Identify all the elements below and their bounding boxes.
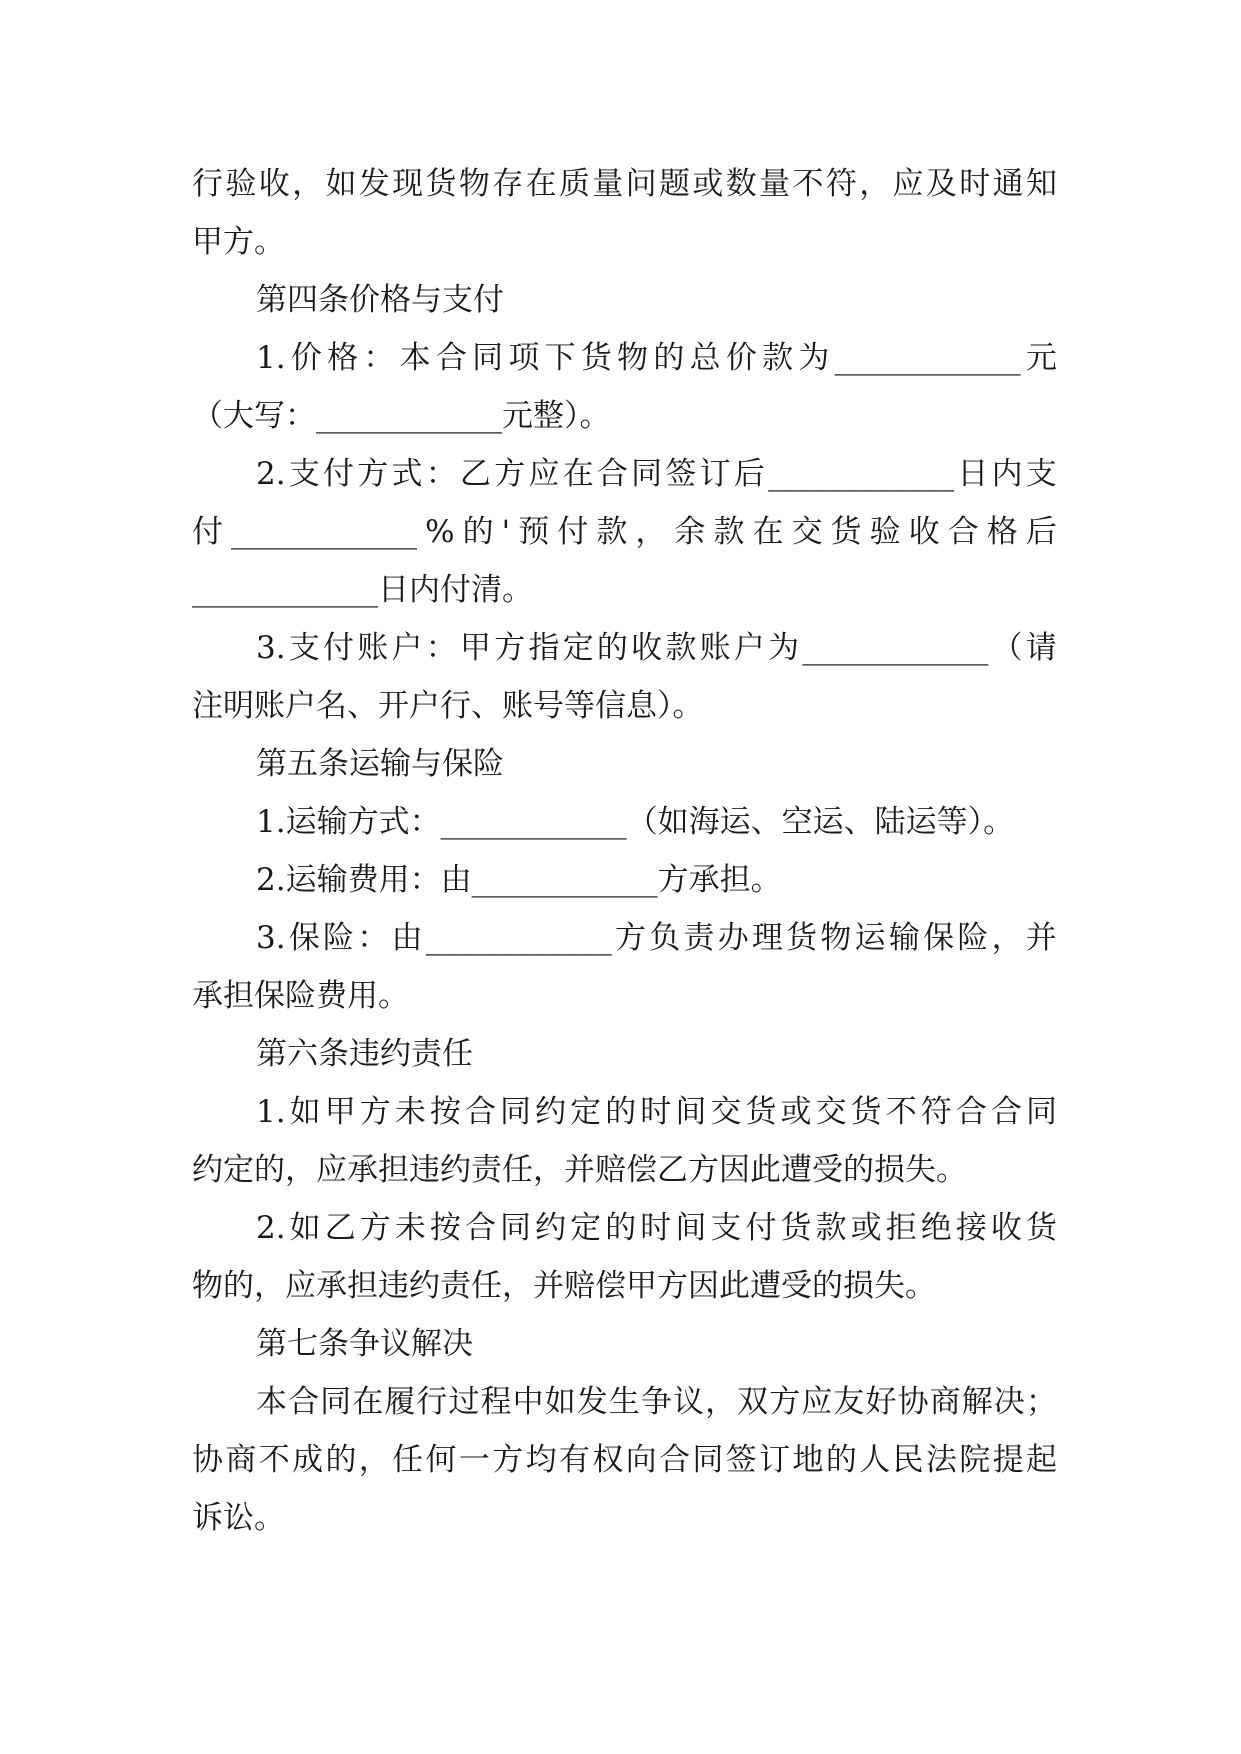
text-line: 约定的，应承担违约责任，并赔偿乙方因此遭受的损失。 [192,1152,967,1188]
text-line: 本 合 同 在 履 行 过 程 中 如 发 生 争 议 ， 双 方 应 友 好 协 商 解 决 ； [256,1384,1057,1420]
text-line: 甲方。 [192,224,285,260]
text-line: 第五条运输与保险 [256,746,504,782]
text-line: ____________日内付清。 [192,572,533,608]
text-line: 2. 如 乙 方 未 按 合 同 约 定 的 时 间 支 付 货 款 或 拒 绝 接 收 货 [256,1210,1057,1246]
text-line: 协 商 不 成 的 ， 任 何 一 方 均 有 权 向 合 同 签 订 地 的 人 民 法 院 提 起 [192,1442,1057,1478]
text-line: 第七条争议解决 [256,1326,473,1362]
text-line: 诉讼。 [192,1500,285,1536]
text-line: 物的，应承担违约责任，并赔偿甲方因此遭受的损失。 [192,1268,936,1304]
text-line: 1. 如 甲 方 未 按 合 同 约 定 的 时 间 交 货 或 交 货 不 符 合 合 同 [256,1094,1057,1130]
text-line: 2. 支 付 方 式 ： 乙 方 应 在 合 同 签 订 后 ____________ 日 内 支 [256,456,1057,492]
text-line: 承担保险费用。 [192,978,409,1014]
text-line: 1.运输方式：____________（如海运、空运、陆运等）。 [256,804,1015,840]
text-line: 行 验 收 ， 如 发 现 货 物 存 在 质 量 问 题 或 数 量 不 符 ， 应 及 时 通 知 [192,166,1057,202]
text-line: 第六条违约责任 [256,1036,473,1072]
text-line: 3. 保 险 ： 由 ____________ 方 负 责 办 理 货 物 运 输 保 险 ， 并 [256,920,1057,956]
text-line: 注明账户名、开户行、账号等信息）。 [192,688,704,724]
text-line: （大写：____________元整）。 [192,398,611,434]
text-line: 付 ____________ % 的 ' 预 付 款 ， 余 款 在 交 货 验 收 合 格 后 [192,514,1057,550]
text-line: 第四条价格与支付 [256,282,504,318]
text-line: 1. 价 格 ： 本 合 同 项 下 货 物 的 总 价 款 为 ____________ 元 [256,340,1057,376]
contract-body [192,155,1057,1547]
text-line: 2.运输费用：由____________方承担。 [256,862,782,898]
text-line: 3. 支 付 账 户 ： 甲 方 指 定 的 收 款 账 户 为 ____________ （ 请 [256,630,1057,666]
